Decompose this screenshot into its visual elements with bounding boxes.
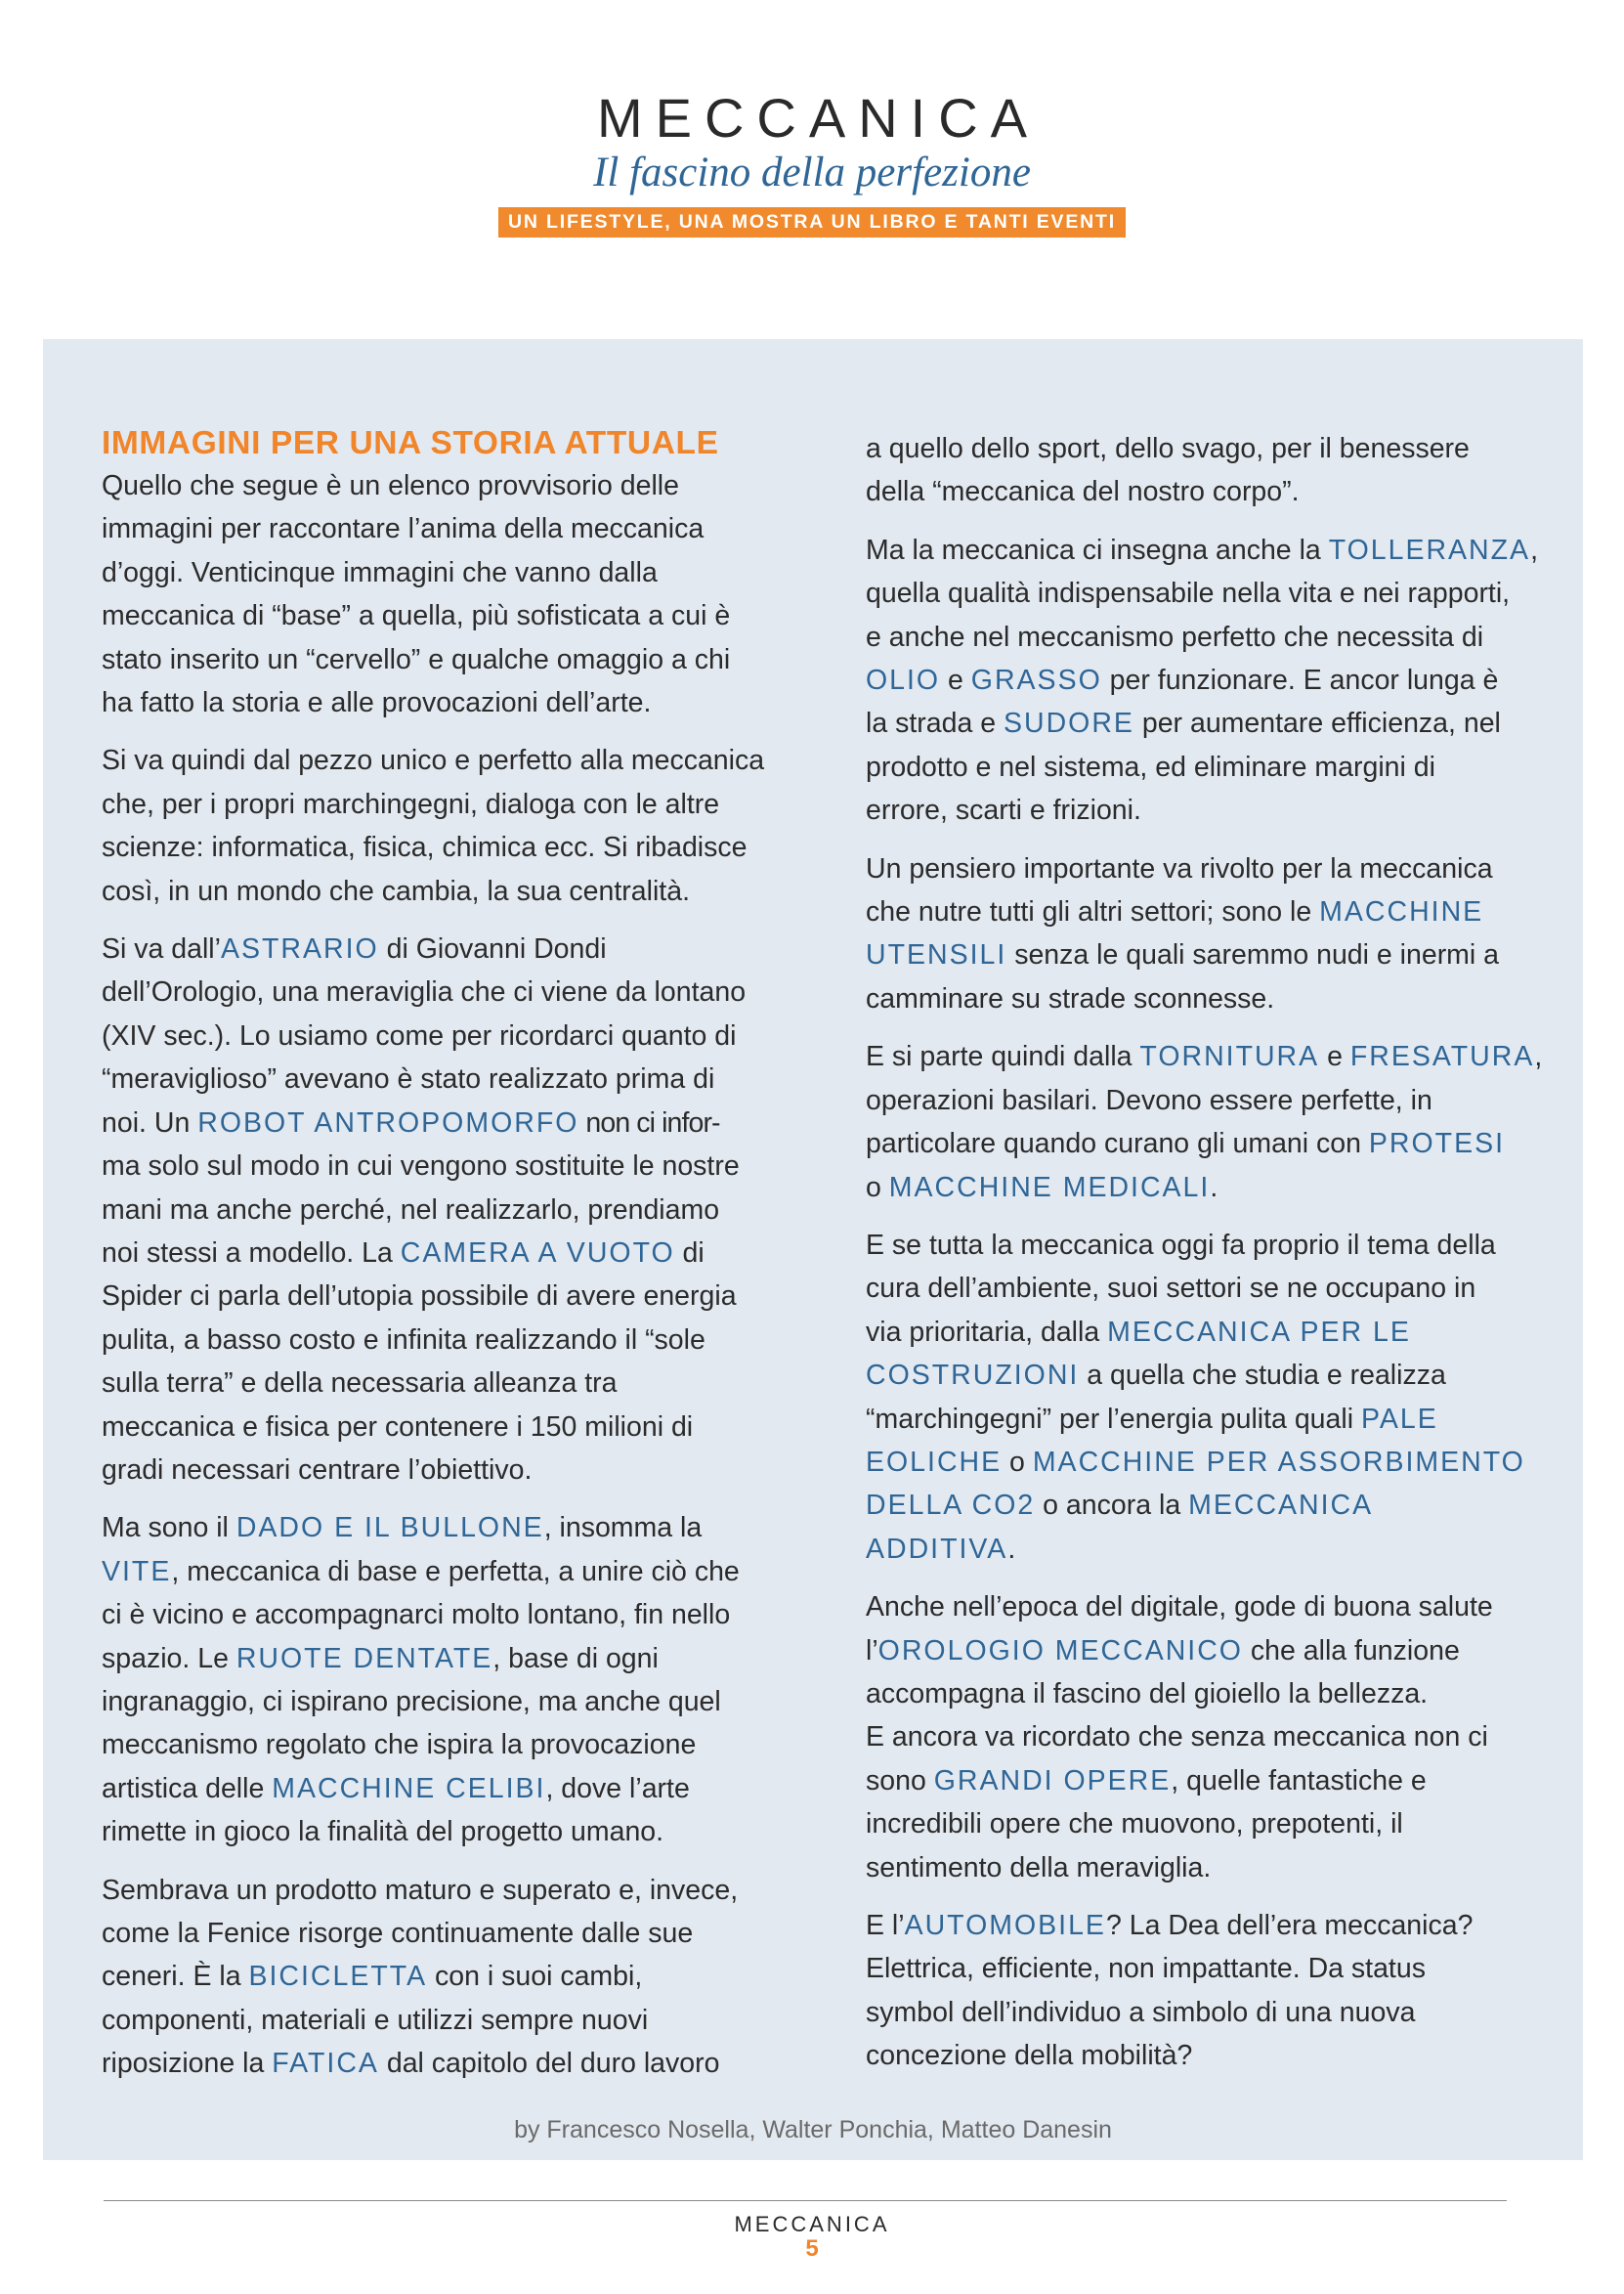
- text-line: [102, 1955, 786, 1998]
- text-segment: a quello dello sport, dello svago, per il benessere: [866, 433, 1470, 464]
- text-segment: “marchingegni” per l’energia pulita quali: [866, 1403, 1361, 1435]
- text-line: [866, 1079, 1550, 1122]
- text-segment: immagini per raccontare l’anima della meccanica: [102, 513, 705, 545]
- text-line: [102, 870, 786, 913]
- text-segment: a quella che studia e realizza: [1079, 1360, 1446, 1392]
- text-line: [866, 1166, 1550, 1209]
- text-segment: che alla funzione: [1242, 1634, 1460, 1666]
- left-column-paragraph: [102, 464, 786, 724]
- text-line: [866, 1267, 1550, 1310]
- text-line: [866, 529, 1550, 572]
- text-line: [866, 1715, 1550, 1758]
- text-segment: ci è vicino e accompagnarci molto lontano, fin nello: [102, 1599, 731, 1631]
- highlight-keyword: ASTRARIO: [220, 933, 379, 966]
- footer-title: MECCANICA: [734, 2212, 890, 2236]
- highlight-keyword: COSTRUZIONI: [866, 1360, 1080, 1392]
- text-segment: ha fatto la storia e alle provocazioni dell’arte.: [102, 687, 652, 719]
- text-segment: “meraviglioso” avevano è stato realizzato prima di: [102, 1063, 715, 1096]
- right-column-paragraph: [866, 847, 1550, 1021]
- text-line: [102, 1767, 786, 1810]
- text-line: [866, 1585, 1550, 1628]
- text-line: [102, 638, 786, 681]
- highlight-keyword: PALE: [1360, 1403, 1438, 1435]
- text-segment: componenti, materiali e utilizzi sempre nuovi: [102, 2004, 649, 2036]
- text-line: [102, 1058, 786, 1101]
- text-segment: riposizione la: [102, 2048, 273, 2080]
- text-segment: e: [1319, 1041, 1350, 1073]
- text-segment: ma solo sul modo in cui vengono sostituite le nostre: [102, 1150, 740, 1183]
- left-column-paragraph: [102, 1869, 786, 2086]
- highlight-keyword: MACCHINE CELIBI: [272, 1772, 546, 1804]
- text-segment: camminare su strade sconnesse.: [866, 982, 1275, 1015]
- text-line: [866, 1311, 1550, 1354]
- text-line: [102, 1102, 786, 1145]
- right-column-paragraph: [866, 1035, 1550, 1209]
- highlight-keyword: TOLLERANZA: [1328, 534, 1531, 566]
- highlight-keyword: MACCHINE MEDICALI: [888, 1171, 1211, 1203]
- text-line: [866, 890, 1550, 933]
- highlight-keyword: GRANDI OPERE: [933, 1764, 1172, 1796]
- text-segment: e: [940, 665, 971, 697]
- text-line: [102, 551, 786, 594]
- text-line: [102, 1723, 786, 1766]
- highlight-keyword: MACCHINE PER ASSORBIMENTO: [1032, 1446, 1525, 1478]
- text-segment: cura dell’ambiente, suoi settori se ne occupano in: [866, 1273, 1476, 1305]
- text-line: [102, 1506, 786, 1549]
- text-line: [102, 1362, 786, 1405]
- text-segment: sulla terra” e della necessaria alleanza tra: [102, 1367, 618, 1400]
- highlight-keyword: EOLICHE: [866, 1446, 1003, 1478]
- right-column-paragraph: [866, 1224, 1550, 1571]
- text-segment: d’oggi. Venticinque immagini che vanno dalla: [102, 556, 658, 588]
- text-line: [866, 1629, 1550, 1672]
- right-column-body: [866, 427, 1550, 2078]
- text-line: [866, 977, 1550, 1020]
- text-segment: per aumentare efficienza, nel: [1133, 708, 1501, 740]
- text-segment: rimette in gioco la finalità del progetto umano.: [102, 1816, 664, 1848]
- text-segment: con i suoi cambi,: [427, 1961, 643, 1993]
- text-line: [866, 1398, 1550, 1441]
- text-segment: incredibili opere che muovono, prepotenti, il: [866, 1808, 1403, 1840]
- text-segment: E se tutta la meccanica oggi fa proprio il tema della: [866, 1229, 1496, 1261]
- text-segment: ? La Dea dell’era meccanica?: [1105, 1910, 1474, 1941]
- text-line: [866, 1528, 1550, 1571]
- text-segment: scienze: informatica, fisica, chimica ecc. Si ribadisce: [102, 832, 748, 864]
- text-line: [866, 1224, 1550, 1267]
- text-line: [866, 1759, 1550, 1802]
- highlight-keyword: ROBOT ANTROPOMORFO: [197, 1106, 579, 1139]
- text-line: [866, 659, 1550, 702]
- text-line: [102, 1275, 786, 1318]
- text-segment: di Giovanni Dondi: [378, 933, 607, 966]
- text-line: [102, 681, 786, 724]
- highlight-keyword: BICICLETTA: [248, 1961, 428, 1993]
- text-segment: Anche nell’epoca del digitale, gode di buona salute: [866, 1591, 1493, 1623]
- right-column-paragraph: [866, 1904, 1550, 2078]
- text-line: [102, 1869, 786, 1912]
- article-byline: by Francesco Nosella, Walter Ponchia, Matteo Danesin: [514, 2116, 1112, 2143]
- text-line: [102, 507, 786, 550]
- text-line: [866, 933, 1550, 976]
- text-line: [102, 1637, 786, 1680]
- text-segment: sentimento della meraviglia.: [866, 1851, 1212, 1883]
- text-line: [866, 1672, 1550, 1715]
- text-segment: Sembrava un prodotto maturo e superato e, invece,: [102, 1874, 739, 1906]
- highlight-keyword: DELLA CO2: [866, 1490, 1036, 1522]
- text-segment: , base di ogni: [492, 1642, 659, 1674]
- text-segment: sono: [866, 1764, 934, 1796]
- left-column-paragraph: [102, 739, 786, 913]
- text-line: [102, 1015, 786, 1058]
- text-line: [866, 1035, 1550, 1078]
- text-segment: ,: [1530, 534, 1538, 566]
- text-line: [866, 1991, 1550, 2034]
- text-segment: noi. Un: [102, 1106, 198, 1139]
- text-segment: Ma la meccanica ci insegna anche la: [866, 534, 1329, 566]
- right-column-paragraph: [866, 529, 1550, 833]
- highlight-keyword: MECCANICA PER LE: [1107, 1316, 1411, 1348]
- text-segment: Quello che segue è un elenco provvisorio delle: [102, 470, 679, 501]
- highlight-keyword: GRASSO: [970, 665, 1102, 697]
- text-line: [102, 1449, 786, 1492]
- text-segment: dell’Orologio, una meraviglia che ci viene da lontano: [102, 976, 747, 1009]
- text-line: [866, 1904, 1550, 1947]
- text-segment: Elettrica, efficiente, non impattante. Da status: [866, 1953, 1426, 1985]
- text-segment: prodotto e nel sistema, ed eliminare margini di: [866, 751, 1435, 783]
- text-line: [102, 1319, 786, 1362]
- text-segment: E si parte quindi dalla: [866, 1041, 1140, 1073]
- text-line: [866, 847, 1550, 890]
- text-segment: senza le quali saremmo nudi e inermi a: [1006, 939, 1500, 972]
- text-segment: (XIV sec.). Lo usiamo come per ricordarci quanto di: [102, 1019, 737, 1052]
- text-line: [866, 1354, 1550, 1397]
- text-line: [102, 464, 786, 507]
- text-segment: particolare quando curano gli umani con: [866, 1128, 1369, 1160]
- masthead: [0, 86, 1624, 238]
- text-line: [102, 2042, 786, 2085]
- text-segment: non ci infor-: [578, 1106, 720, 1139]
- text-segment: o: [1002, 1446, 1033, 1478]
- text-segment: Si va quindi dal pezzo unico e perfetto alla meccanica: [102, 745, 765, 777]
- text-segment: accompagna il fascino del gioiello la bellezza.: [866, 1677, 1429, 1710]
- text-segment: meccanismo regolato che ispira la provocazione: [102, 1729, 697, 1761]
- text-line: [102, 594, 786, 637]
- text-segment: meccanica e fisica per contenere i 150 milioni di: [102, 1410, 694, 1443]
- text-segment: ,: [1534, 1041, 1543, 1073]
- text-line: [102, 1810, 786, 1853]
- text-line: [102, 1406, 786, 1449]
- highlight-keyword: CAMERA A VUOTO: [400, 1236, 675, 1269]
- highlight-keyword: OLIO: [866, 665, 941, 697]
- left-column-body: [102, 464, 786, 2086]
- text-segment: per funzionare. E ancor lunga è: [1101, 665, 1499, 697]
- text-segment: che, per i propri marchingegni, dialoga con le altre: [102, 788, 720, 820]
- footer-divider: [104, 2200, 1507, 2201]
- highlight-keyword: UTENSILI: [866, 939, 1007, 972]
- text-line: [102, 1680, 786, 1723]
- text-segment: dal capitolo del duro lavoro: [378, 2048, 720, 2080]
- text-segment: .: [1210, 1171, 1218, 1203]
- text-segment: E l’: [866, 1910, 905, 1941]
- left-column-paragraph: [102, 928, 786, 1492]
- text-line: [866, 2034, 1550, 2077]
- text-segment: Un pensiero importante va rivolto per la meccanica: [866, 852, 1493, 885]
- text-segment: symbol dell’individuo a simbolo di una nuova: [866, 1996, 1416, 2028]
- text-line: [866, 789, 1550, 832]
- text-segment: noi stessi a modello. La: [102, 1236, 401, 1269]
- page-number: 5: [805, 2235, 819, 2262]
- text-line: [866, 470, 1550, 513]
- text-segment: artistica delle: [102, 1772, 273, 1804]
- text-segment: .: [1007, 1533, 1016, 1565]
- text-segment: meccanica di “base” a quella, più sofisticata a cui è: [102, 600, 731, 632]
- text-segment: mani ma anche perché, nel realizzarlo, prendiamo: [102, 1193, 720, 1226]
- highlight-keyword: SUDORE: [1004, 708, 1134, 740]
- text-line: [866, 572, 1550, 615]
- text-line: [866, 1846, 1550, 1889]
- text-segment: o: [866, 1171, 889, 1203]
- text-segment: o ancora la: [1035, 1490, 1189, 1522]
- highlight-keyword: FRESATURA: [1349, 1041, 1535, 1073]
- text-segment: Si va dall’: [102, 933, 221, 966]
- text-segment: così, in un mondo che cambia, la sua centralità.: [102, 875, 690, 907]
- text-segment: ceneri. È la: [102, 1961, 249, 1993]
- highlight-keyword: ADDITIVA: [866, 1533, 1008, 1565]
- highlight-keyword: PROTESI: [1368, 1128, 1506, 1160]
- text-segment: errore, scarti e frizioni.: [866, 795, 1141, 827]
- text-segment: e anche nel meccanismo perfetto che necessita di: [866, 621, 1484, 653]
- highlight-keyword: MECCANICA: [1188, 1490, 1374, 1522]
- highlight-keyword: DADO E IL BULLONE: [235, 1512, 544, 1544]
- text-line: [866, 1441, 1550, 1484]
- article-column-left: [102, 423, 786, 2100]
- text-segment: Spider ci parla dell’utopia possibile di avere energia: [102, 1280, 737, 1313]
- right-column-paragraph: [866, 1585, 1550, 1889]
- text-line: [102, 739, 786, 782]
- text-line: [866, 702, 1550, 745]
- text-line: [102, 1189, 786, 1232]
- text-segment: della “meccanica del nostro corpo”.: [866, 476, 1300, 508]
- text-segment: , dove l’arte: [545, 1772, 690, 1804]
- article-panel: [43, 339, 1583, 2160]
- text-line: [102, 1912, 786, 1955]
- text-segment: , quelle fantastiche e: [1171, 1764, 1427, 1796]
- magazine-title: MECCANICA: [596, 87, 1041, 149]
- text-line: [866, 1122, 1550, 1165]
- highlight-keyword: TORNITURA: [1139, 1041, 1320, 1073]
- left-column-paragraph: [102, 1506, 786, 1853]
- text-line: [866, 1947, 1550, 1990]
- text-line: [866, 1484, 1550, 1527]
- right-column-paragraph: [866, 427, 1550, 514]
- text-segment: stato inserito un “cervello” e qualche omaggio a chi: [102, 643, 731, 675]
- text-segment: gradi necessari centrare l’obiettivo.: [102, 1453, 533, 1486]
- highlight-keyword: AUTOMOBILE: [904, 1910, 1106, 1941]
- text-line: [102, 1593, 786, 1636]
- article-heading: IMMAGINI PER UNA STORIA ATTUALE: [102, 425, 719, 461]
- text-segment: come la Fenice risorge continuamente dalle sue: [102, 1918, 694, 1949]
- text-line: [102, 971, 786, 1014]
- text-segment: spazio. Le: [102, 1642, 236, 1674]
- text-segment: , meccanica di base e perfetta, a unire ciò che: [171, 1555, 740, 1587]
- text-segment: pulita, a basso costo e infinita realizzando il “sole: [102, 1323, 705, 1356]
- text-line: [102, 1550, 786, 1593]
- text-segment: la strada e: [866, 708, 1004, 740]
- text-line: [866, 746, 1550, 789]
- text-segment: concezione della mobilità?: [866, 2040, 1193, 2072]
- text-segment: Ma sono il: [102, 1512, 236, 1544]
- text-line: [102, 928, 786, 971]
- highlight-keyword: MACCHINE: [1319, 896, 1484, 929]
- text-line: [102, 1999, 786, 2042]
- text-segment: di: [674, 1236, 705, 1269]
- text-segment: E ancora va ricordato che senza meccanica non ci: [866, 1721, 1488, 1753]
- text-line: [102, 826, 786, 869]
- text-line: [866, 427, 1550, 470]
- text-segment: via prioritaria, dalla: [866, 1316, 1108, 1348]
- text-line: [866, 616, 1550, 659]
- text-segment: l’: [866, 1634, 878, 1666]
- text-segment: che nutre tutti gli altri settori; sono le: [866, 896, 1320, 929]
- text-line: [102, 1232, 786, 1275]
- magazine-subtitle: Il fascino della perfezione: [593, 150, 1031, 195]
- text-segment: ingranaggio, ci ispirano precisione, ma anche quel: [102, 1685, 721, 1717]
- text-segment: operazioni basilari. Devono essere perfette, in: [866, 1084, 1432, 1116]
- text-line: [102, 1145, 786, 1188]
- highlight-keyword: RUOTE DENTATE: [235, 1642, 493, 1674]
- text-line: [102, 783, 786, 826]
- highlight-keyword: VITE: [102, 1555, 172, 1587]
- article-column-right: [866, 427, 1550, 2093]
- highlight-keyword: FATICA: [272, 2048, 379, 2080]
- text-segment: quella qualità indispensabile nella vita e nei rapporti,: [866, 578, 1511, 610]
- text-segment: , insomma la: [543, 1512, 703, 1544]
- text-line: [866, 1802, 1550, 1845]
- tagline-banner: UN LIFESTYLE, UNA MOSTRA UN LIBRO E TANTI EVENTI: [498, 207, 1126, 238]
- highlight-keyword: OROLOGIO MECCANICO: [877, 1634, 1243, 1666]
